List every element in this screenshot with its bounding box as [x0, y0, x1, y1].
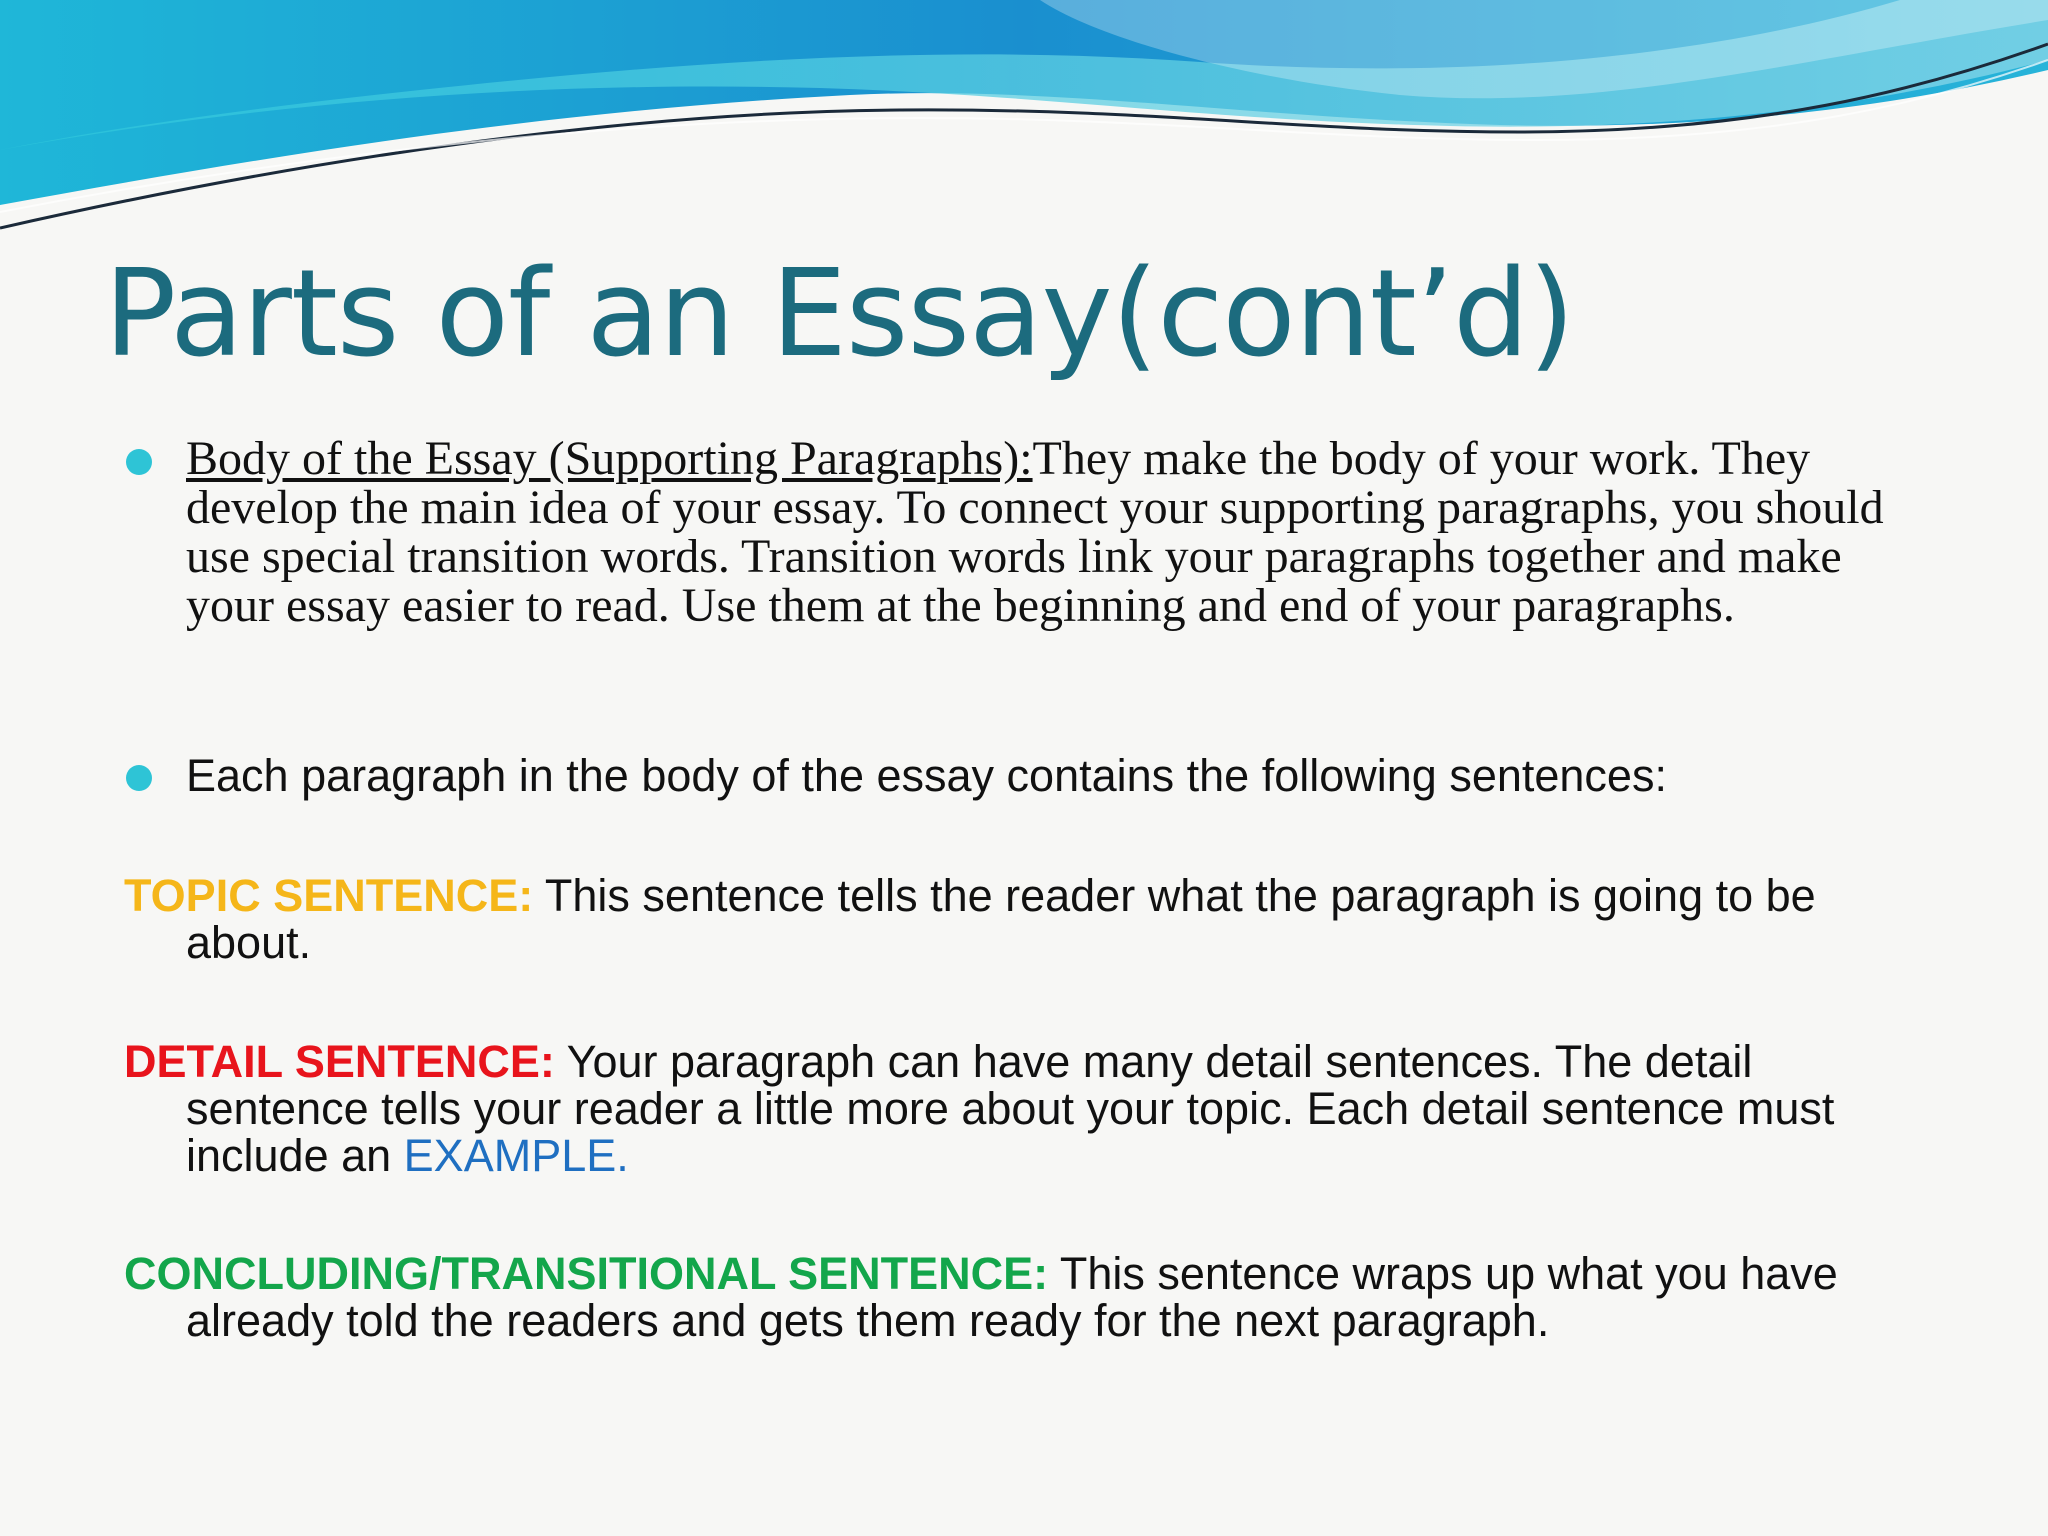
concluding-sentence-text: This sentence wraps up what you have already told the readers and gets them ready for the next paragraph. — [186, 1248, 1838, 1346]
body-of-essay-text: They make the body of your work. They develop the main idea of your essay. To connect your supporting paragraphs, you should use special transition words. Transition words link your paragraphs together and make your essay easier to read. Use them at the beginning and end of your paragraphs. — [186, 432, 1884, 632]
topic-sentence-paragraph — [124, 872, 1924, 966]
detail-sentence-text: Your paragraph can have many detail sentences. The detail sentence tells your reader a little more about your topic. Each detail sentence must include an — [186, 1036, 1835, 1181]
body-of-essay-heading: Body of the Essay (Supporting Paragraphs): — [186, 432, 1033, 485]
bullet-body-of-essay — [124, 434, 1924, 630]
topic-sentence-text: This sentence tells the reader what the paragraph is going to be about. — [186, 870, 1816, 968]
example-text: EXAMPLE. — [403, 1130, 629, 1181]
body-of-essay-paragraph — [124, 434, 1924, 630]
topic-sentence-label: TOPIC SENTENCE: — [124, 870, 534, 921]
concluding-sentence-label: CONCLUDING/TRANSITIONAL SENTENCE: — [124, 1248, 1049, 1299]
bullet-each-paragraph — [124, 752, 1924, 799]
each-paragraph-text: Each paragraph in the body of the essay contains the following sentences: — [186, 750, 1667, 801]
bullet-dot-icon — [126, 765, 152, 791]
slide-title: Parts of an Essay(cont’d) — [104, 245, 1574, 384]
header-wave-decoration — [0, 0, 2048, 240]
concluding-sentence-paragraph — [124, 1250, 1924, 1344]
concluding-sentence-block — [124, 1250, 1924, 1344]
bullet-dot-icon — [126, 449, 152, 475]
detail-sentence-label: DETAIL SENTENCE: — [124, 1036, 555, 1087]
detail-sentence-paragraph — [124, 1038, 1924, 1179]
detail-sentence-block — [124, 1038, 1924, 1179]
topic-sentence-block — [124, 872, 1924, 966]
